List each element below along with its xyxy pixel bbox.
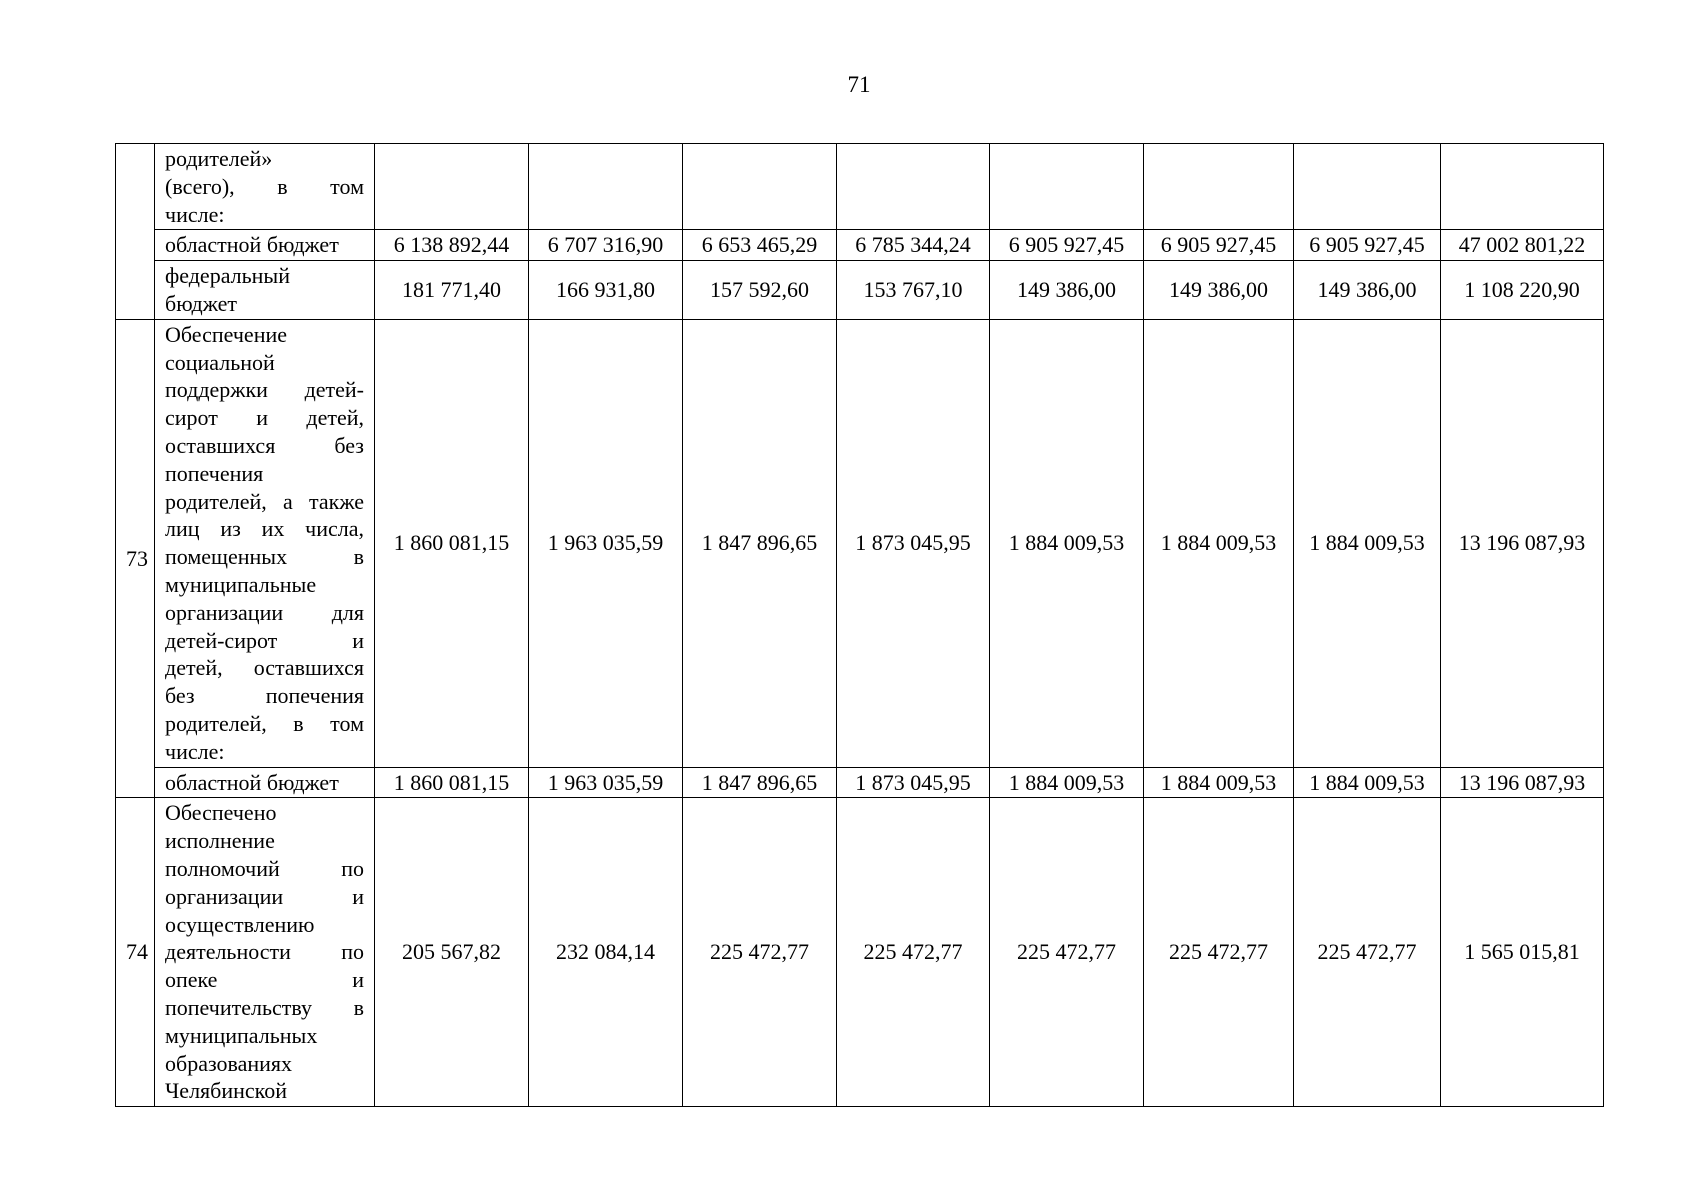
description-cell [155,767,375,798]
row-index-cell: 74 [116,798,155,1107]
value-cell [683,144,837,230]
description-line: Обеспечено [165,800,277,826]
value-cell: 166 931,80 [529,261,683,320]
description-line: муниципальные [165,571,317,597]
description-line: числе: [165,738,225,764]
description-line: опеке и [165,967,364,993]
value-cell [529,144,683,230]
value-cell: 1 884 009,53 [1144,767,1294,798]
value-cell: 13 196 087,93 [1441,767,1604,798]
table-row [116,798,1604,1107]
description-line: организации и [165,883,364,909]
value-cell: 1 565 015,81 [1441,798,1604,1107]
value-cell: 13 196 087,93 [1441,319,1604,767]
description-line: муниципальных [165,1022,318,1048]
description-line: областной бюджет [165,769,339,795]
value-cell: 6 707 316,90 [529,230,683,261]
description-line: областной бюджет [165,232,339,258]
value-cell: 149 386,00 [990,261,1144,320]
value-cell [990,144,1144,230]
value-cell: 1 860 081,15 [375,767,529,798]
value-cell: 225 472,77 [1294,798,1441,1107]
description-line: числе: [165,201,225,227]
description-line: без попечения [165,683,364,709]
description-line: оставшихся без [165,432,364,458]
value-cell: 1 847 896,65 [683,767,837,798]
value-cell: 149 386,00 [1294,261,1441,320]
description-line: Обеспечение [165,321,287,347]
value-cell: 1 963 035,59 [529,319,683,767]
description-cell [155,319,375,767]
description-line: деятельности по [165,939,364,965]
value-cell [1294,144,1441,230]
description-line: федеральный [165,263,290,289]
value-cell: 1 884 009,53 [1144,319,1294,767]
value-cell: 1 873 045,95 [837,319,990,767]
value-cell: 1 884 009,53 [990,319,1144,767]
description-line: лиц из их числа, [165,516,364,542]
value-cell: 157 592,60 [683,261,837,320]
table-row [116,144,1604,230]
description-line: родителей, в том [165,710,364,736]
budget-table [115,143,1604,1107]
description-line: детей, оставшихся [165,655,364,681]
description-line: родителей» [165,146,273,171]
description-line: бюджет [165,290,237,316]
description-line: попечения [165,460,264,486]
table-row [116,767,1604,798]
page-number: 71 [847,72,871,97]
row-index-cell [116,144,155,320]
value-cell [1441,144,1604,230]
value-cell: 6 785 344,24 [837,230,990,261]
value-cell: 1 108 220,90 [1441,261,1604,320]
description-line: сирот и детей, [165,405,364,431]
description-cell [155,261,375,320]
value-cell: 225 472,77 [990,798,1144,1107]
description-line: помещенных в [165,544,364,570]
description-line: осуществлению [165,911,315,937]
table-body [116,144,1604,1107]
table-row [116,230,1604,261]
value-cell: 6 905 927,45 [1144,230,1294,261]
value-cell: 1 963 035,59 [529,767,683,798]
value-cell: 1 860 081,15 [375,319,529,767]
value-cell [837,144,990,230]
value-cell: 1 873 045,95 [837,767,990,798]
value-cell: 225 472,77 [1144,798,1294,1107]
description-cell [155,144,375,230]
value-cell: 6 905 927,45 [990,230,1144,261]
value-cell: 6 905 927,45 [1294,230,1441,261]
description-cell [155,230,375,261]
value-cell: 1 884 009,53 [990,767,1144,798]
description-line: детей-сирот и [165,627,364,653]
value-cell: 205 567,82 [375,798,529,1107]
value-cell: 181 771,40 [375,261,529,320]
row-index-cell: 73 [116,319,155,798]
value-cell: 153 767,10 [837,261,990,320]
value-cell: 6 138 892,44 [375,230,529,261]
description-line: организации для [165,599,364,625]
value-cell: 1 884 009,53 [1294,319,1441,767]
value-cell: 1 884 009,53 [1294,767,1441,798]
value-cell: 232 084,14 [529,798,683,1107]
value-cell: 47 002 801,22 [1441,230,1604,261]
value-cell: 149 386,00 [1144,261,1294,320]
value-cell: 225 472,77 [837,798,990,1107]
value-cell: 1 847 896,65 [683,319,837,767]
description-line: образованиях [165,1050,293,1076]
description-line: исполнение [165,828,275,854]
value-cell [375,144,529,230]
value-cell: 225 472,77 [683,798,837,1107]
table-row [116,261,1604,320]
description-line: (всего), в том [165,173,364,199]
table-row [116,319,1604,767]
value-cell [1144,144,1294,230]
value-cell: 6 653 465,29 [683,230,837,261]
description-line: социальной [165,349,275,375]
description-line: Челябинской [165,1078,288,1104]
description-cell [155,798,375,1107]
description-line: поддержки детей- [165,377,364,403]
description-line: полномочий по [165,855,364,881]
description-line: попечительству в [165,994,364,1020]
description-line: родителей, а также [165,488,364,514]
